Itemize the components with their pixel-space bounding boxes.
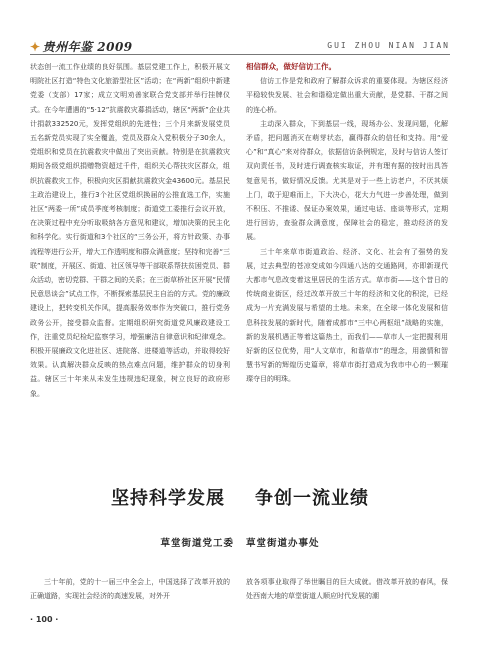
article1-right-paragraph: 主动深入群众，下到基层一线，现场办公、发现问题，化解矛盾，把问题消灭在萌芽状态，赢得群众的信任和支持。用“爱心”和“真心”来对待群众，依据信访条例规定，及时与信访人签订双向责任书，及时进行调查核实取证，并有理有据的按时出具答复意见书，做好情况反馈。尤其是对于一些上访老户，不厌其烦上门，敢于迎难而上，下大决心，花大力气进一步善处理，做到不积压、不推诿、保证办案效果，通过电话、座谈等形式，定期进行回访，查验群众满意度，保障社会的稳定，推动经济的发展。 bbox=[246, 119, 448, 242]
article2-right-column bbox=[246, 575, 448, 603]
star-icon: ✦ bbox=[30, 40, 41, 54]
article2-right-paragraph: 放各项事业取得了举世瞩目的巨大成就。借改革开放的春风，保处西南大地的草堂街道人顺应时代发展的潮 bbox=[246, 578, 448, 601]
article1-right-column bbox=[246, 60, 448, 387]
running-title: GUI ZHOU NIAN JIAN bbox=[327, 41, 450, 50]
article1-left-paragraph: 状态创一流工作业绩的良好氛围。基层党建工作上，积极开展文明院社区打造“特色文化旅游型社区”活动；在“两新”组织中新建党委（支部）17家；成立文明劝善家联合党支部并举行挂牌仪式。在今年遭遇的“5·12”抗震救灾募捐活动，辖区“两新”企业共计捐款332520元，发挥党组织的先进性；三个月来新发展党员五名新党员实现了实全覆盖，党员及群众入党积极分子30余人，党组织和党员在抗震救灾中做出了突出贡献。特别是在抗震救灾期间各级党组织捐赠物资超过千件，组织关心帮扶灾区群众，组织抗震救灾工作，积极向灾区捐献抗震救灾金43600元。基层民主政治建设上，推行3个社区党组织换届的公推直选工作，实施社区“两委一所”成员季度考核制度；街道党工委推行会议开放，在决策过程中充分听取吸纳各方意见和建议，增加决策的民主化和科学化。实行街道和3个社区的“三务公开，将方针政策、办事流程等进行公开，增大工作透明度和群众满意度；坚持和完善“三联”制度，开展区、街道、社区领导等干部联系帮扶贫困党员、群众活动，密切党群、干群之间的关系；在三街草桥社区开展“民情民意恳谈会”试点工作，不断探索基层民主自治的方式。党的廉政建设上，把转变机关作风，提高服务效率作为突破口，推行党务政务公开，接受群众监督。定期组织研究街道党风廉政建设工作，注重党员纪检纪监察学习，增强廉洁自律意识和纪律观念。积极开展廉政文化进社区、进院落、进楼道等活动，并取得较好效果。认真解决群众反映的热点难点问题，维护群众的切身利益。辖区三十年来从未发生违规违纪现象，树立良好的政府形象。 bbox=[30, 63, 230, 398]
article2-byline bbox=[0, 535, 480, 549]
title-part-1: 坚持科学发展 bbox=[111, 488, 225, 509]
header-divider bbox=[30, 54, 450, 55]
article2-left-paragraph: 三十年前，党的十一届三中全会上，中国选择了改革开放的正确道路，实现社会经济的高速发展，对外开 bbox=[30, 578, 230, 601]
logo-text: 贵州年鉴 2009 bbox=[42, 40, 133, 54]
article1-right-paragraph: 信访工作是党和政府了解群众诉求的重要体现。为辖区经济平稳较快发展、社会和谐稳定做出重大贡献，是党群、干群之间的连心桥。 bbox=[246, 77, 448, 114]
page-header bbox=[0, 0, 480, 58]
article2-left-column bbox=[30, 575, 230, 603]
page-number: · 100 · bbox=[30, 615, 59, 624]
article2-title bbox=[0, 484, 480, 510]
article1-left-column bbox=[30, 60, 230, 401]
title-part-2: 争创一流业绩 bbox=[255, 488, 369, 509]
article1-right-paragraph: 三十年来草市街道政治、经济、文化、社会有了强势的发展，过去典型的苍凉变成如今四通八达的交通路网，亦即新现代大都市气息改变着这里居民的生活方式。草市街——这个昔日的传统商业街区，经过改革开放三十年的经济和文化的积淀，已经成为一片充满发展与希望的土地。未来，在全球一体化发展和信息科技发展的新时代，随着成都市“三中心两枢纽”战略的实施，新的发展机遇正等着这篇热土，而我们——草市人一定把握利用好新的区位优势，用“人文草市，和谐草市”的理念，用激情和智慧书写新的辉煌历史篇章，将草市街打造成为我市中心的一颗璀璨夺目的明珠。 bbox=[246, 247, 448, 384]
byline-part-1: 草堂街道党工委 bbox=[160, 538, 234, 549]
yearbook-logo bbox=[30, 38, 133, 55]
article1-subhead: 相信群众，做好信访工作。 bbox=[246, 62, 336, 71]
byline-part-2: 草堂街道办事处 bbox=[246, 538, 320, 549]
